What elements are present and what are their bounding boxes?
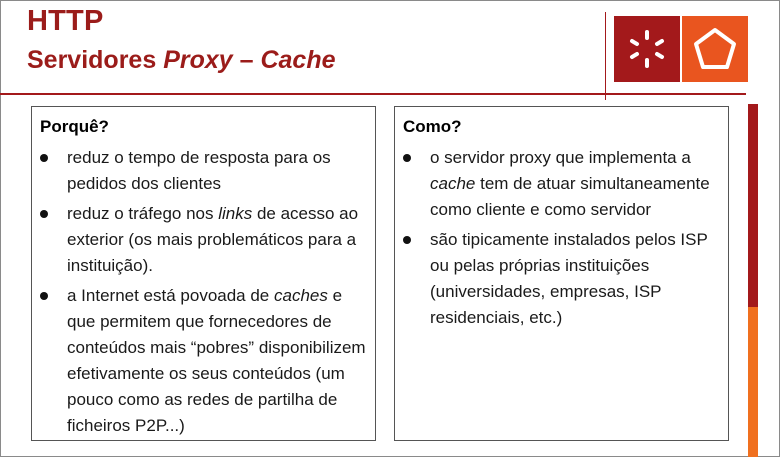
sidebar-accent-red xyxy=(748,104,758,307)
list-item: reduz o tráfego nos links de acesso ao exterior (os mais problemáticos para a instituição). xyxy=(32,201,375,279)
why-heading: Porquê? xyxy=(40,117,109,136)
how-list xyxy=(395,145,728,335)
school-logo-icon xyxy=(682,16,748,82)
sidebar-accent-orange xyxy=(748,307,758,457)
bullet-icon xyxy=(403,236,411,244)
how-heading: Como? xyxy=(403,117,462,136)
bullet-icon xyxy=(40,210,48,218)
subtitle-italic-cache: Cache xyxy=(260,46,336,74)
subtitle-text-2: – xyxy=(232,46,261,74)
slide-title: HTTP xyxy=(27,5,104,37)
why-box xyxy=(31,106,376,441)
list-item: são tipicamente instalados pelos ISP ou pelas próprias instituições (universidades, empresas, ISP residenciais, etc.) xyxy=(395,227,728,331)
header-vertical-divider xyxy=(605,12,606,100)
why-list xyxy=(32,145,375,443)
list-item: reduz o tempo de resposta para os pedidos dos clientes xyxy=(32,145,375,197)
list-item: o servidor proxy que implementa a cache tem de atuar simultaneamente como cliente e como servidor xyxy=(395,145,728,223)
bullet-icon xyxy=(40,292,48,300)
subtitle-italic-proxy: Proxy xyxy=(163,46,233,74)
university-logo-icon xyxy=(614,16,680,82)
subtitle-text-1: Servidores xyxy=(27,46,164,74)
slide-subtitle xyxy=(27,46,336,75)
header-horizontal-divider xyxy=(0,93,746,95)
list-item: a Internet está povoada de caches e que permitem que fornecedores de conteúdos mais “pobres” disponibilizem efetivamente os seus conteúdos (um pouco como as redes de partilha de ficheiros P2P...) xyxy=(32,283,375,439)
how-box xyxy=(394,106,729,441)
bullet-icon xyxy=(403,154,411,162)
bullet-icon xyxy=(40,154,48,162)
